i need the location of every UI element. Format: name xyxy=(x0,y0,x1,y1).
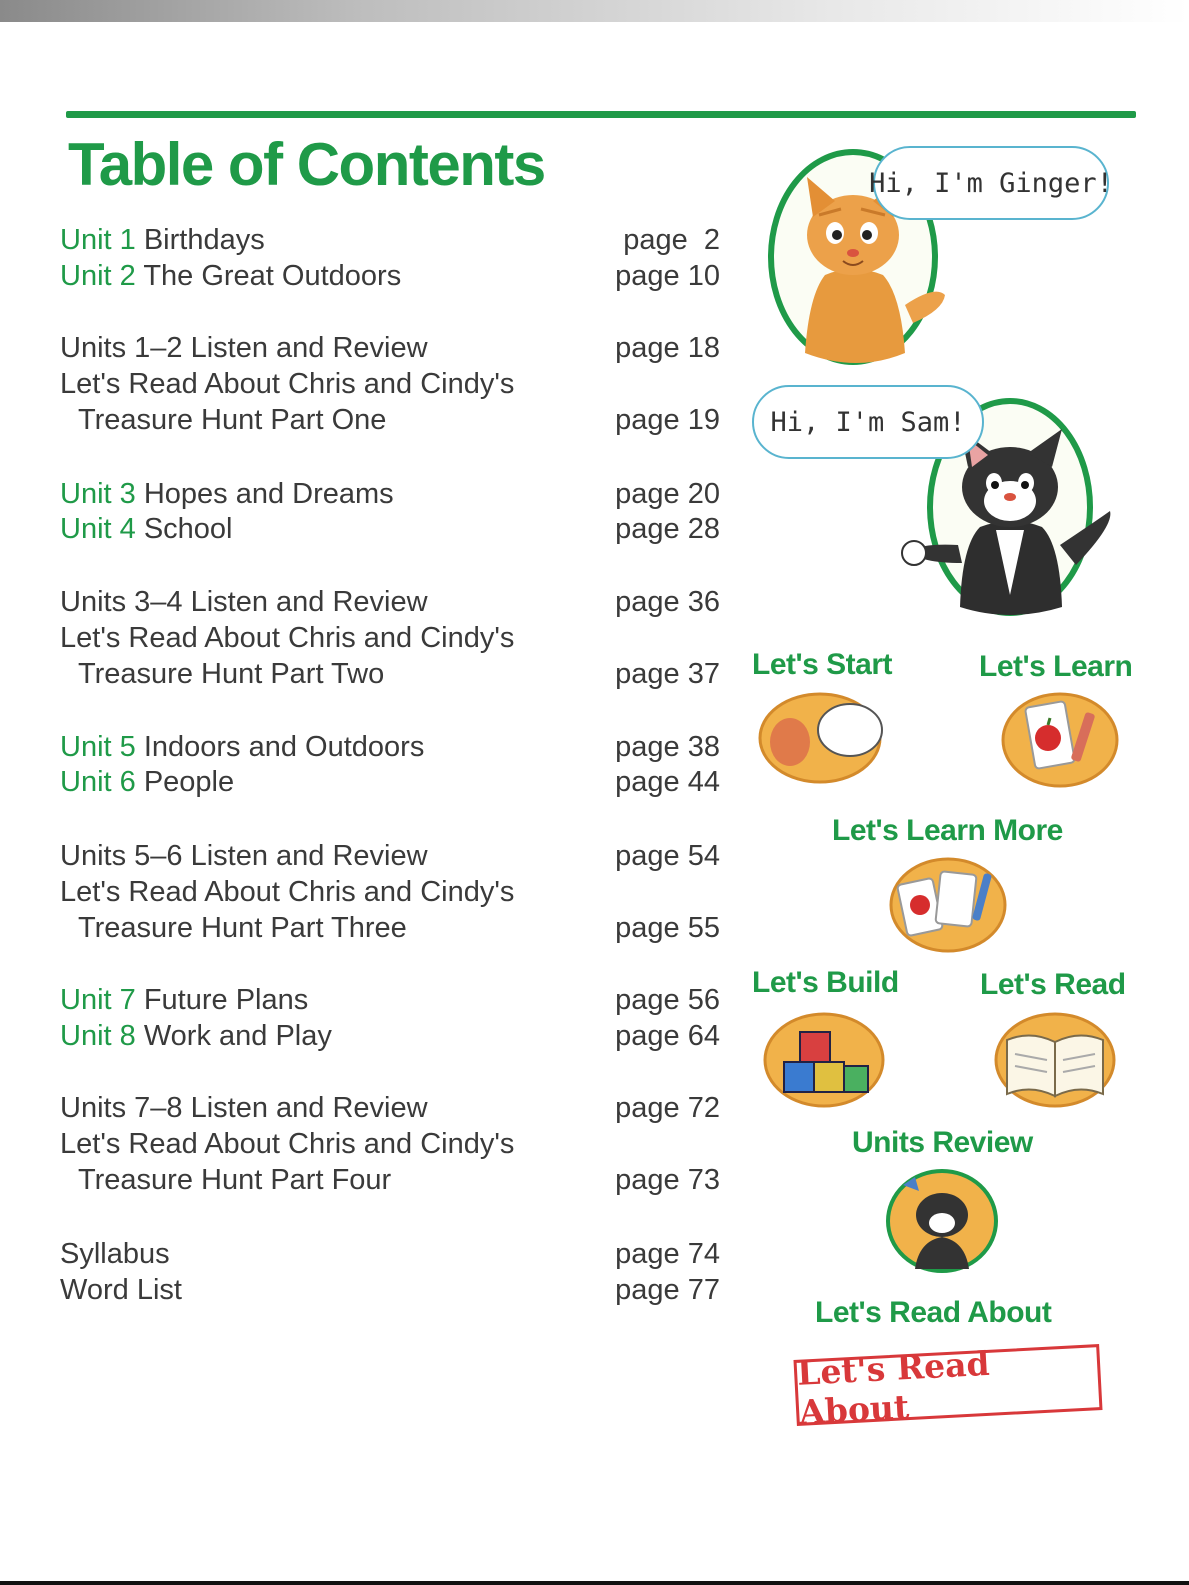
toc-entry xyxy=(60,402,720,438)
toc-text: Let's Read About Chris and Cindy's xyxy=(60,1128,515,1160)
toc-text: Word List xyxy=(60,1274,182,1306)
toc-text: Treasure Hunt Part Three xyxy=(78,912,407,944)
toc-text: Units 7–8 Listen and Review xyxy=(60,1092,428,1124)
toc-text: Work and Play xyxy=(143,1020,332,1052)
ginger-speech-bubble xyxy=(869,146,1113,220)
toc-entry-title xyxy=(60,258,401,294)
unit-label: Unit 1 xyxy=(60,224,136,256)
toc-text: Future Plans xyxy=(143,984,309,1016)
toc-text: Let's Read About Chris and Cindy's xyxy=(60,368,515,400)
lets-read-about-label: Let's Read About xyxy=(815,1296,1052,1329)
toc-entry xyxy=(60,1090,720,1126)
toc-entry xyxy=(60,838,720,874)
toc-entry-title xyxy=(60,1272,182,1308)
unit-label: Unit 3 xyxy=(60,478,136,510)
lets-learn-more-icon xyxy=(888,855,1008,955)
toc-page-number: page 37 xyxy=(615,658,720,690)
page-bottom-edge xyxy=(0,1581,1189,1585)
toc-entry-title xyxy=(60,874,514,910)
toc-entry xyxy=(60,874,720,910)
toc-text: People xyxy=(143,766,235,798)
toc-entry-title xyxy=(60,584,428,620)
toc-entry xyxy=(60,258,720,294)
toc-entry-title xyxy=(60,476,394,512)
lets-learn-label: Let's Learn xyxy=(979,650,1133,683)
lets-build-icon xyxy=(762,1010,887,1110)
toc-entry-title xyxy=(60,982,308,1018)
title-rule xyxy=(66,111,1136,118)
toc-page-number: page 64 xyxy=(615,1020,720,1052)
toc-page-number: page 73 xyxy=(615,1164,720,1196)
toc-entry xyxy=(60,729,720,765)
toc-entry-title xyxy=(60,1090,428,1126)
toc-entry-title xyxy=(60,729,424,765)
lets-learn-more-label: Let's Learn More xyxy=(832,814,1063,847)
toc-entry xyxy=(60,910,720,946)
toc-entry-title xyxy=(60,1162,391,1198)
unit-label: Unit 4 xyxy=(60,513,136,545)
toc-page-number: page 77 xyxy=(615,1274,720,1306)
toc-page-number: page 2 xyxy=(623,224,720,256)
lets-read-label: Let's Read xyxy=(980,968,1126,1001)
lets-read-icon xyxy=(993,1010,1118,1110)
toc-text: Birthdays xyxy=(143,224,265,256)
units-review-label: Units Review xyxy=(852,1126,1033,1159)
toc-text: Units 5–6 Listen and Review xyxy=(60,840,428,872)
toc-page-number: page 55 xyxy=(615,912,720,944)
toc-page-number: page 38 xyxy=(615,731,720,763)
toc-entry-title xyxy=(60,620,514,656)
sam-speech: Hi, I'm Sam! xyxy=(770,406,966,438)
toc-entry xyxy=(60,1236,720,1272)
toc-entry-title xyxy=(60,222,265,258)
page-title: Table of Contents xyxy=(68,131,545,198)
toc-text: Hopes and Dreams xyxy=(143,478,394,510)
toc-entry-title xyxy=(60,330,428,366)
toc-page-number: page 20 xyxy=(615,478,720,510)
toc-page-number: page 74 xyxy=(615,1238,720,1270)
toc-entry-title xyxy=(60,910,407,946)
toc-text: Treasure Hunt Part Four xyxy=(78,1164,392,1196)
toc-text: The Great Outdoors xyxy=(143,260,402,292)
toc-page-number: page 10 xyxy=(615,260,720,292)
toc-entry-title xyxy=(60,1126,514,1162)
toc-text: Units 1–2 Listen and Review xyxy=(60,332,428,364)
lets-read-about-logo: Let's Read About xyxy=(793,1344,1102,1426)
toc-text: Let's Read About Chris and Cindy's xyxy=(60,622,515,654)
toc-entry-title xyxy=(60,1236,170,1272)
unit-label: Unit 8 xyxy=(60,1020,136,1052)
toc-entry-title xyxy=(60,511,233,547)
lets-learn-icon xyxy=(1000,690,1120,790)
lets-start-icon xyxy=(758,690,888,785)
toc-entry xyxy=(60,366,720,402)
toc-entry xyxy=(60,222,720,258)
toc-text: Treasure Hunt Part One xyxy=(78,404,387,436)
toc-page-number: page 56 xyxy=(615,984,720,1016)
toc-page-number: page 36 xyxy=(615,586,720,618)
lets-start-label: Let's Start xyxy=(752,648,893,681)
toc-text: Units 3–4 Listen and Review xyxy=(60,586,428,618)
toc-entry xyxy=(60,1272,720,1308)
toc-entry xyxy=(60,511,720,547)
toc-entry-title xyxy=(60,764,234,800)
unit-label: Unit 7 xyxy=(60,984,136,1016)
toc-entry xyxy=(60,584,720,620)
toc-page-number: page 44 xyxy=(615,766,720,798)
toc-page-number: page 18 xyxy=(615,332,720,364)
toc-entry xyxy=(60,620,720,656)
toc-page-number: page 54 xyxy=(615,840,720,872)
toc-entry-title xyxy=(60,1018,332,1054)
toc-entry xyxy=(60,330,720,366)
toc-entry xyxy=(60,982,720,1018)
page-edge-shadow xyxy=(0,0,1189,22)
toc-entry-title xyxy=(60,656,384,692)
toc-entry xyxy=(60,476,720,512)
unit-label: Unit 5 xyxy=(60,731,136,763)
units-review-icon xyxy=(885,1165,1000,1275)
unit-label: Unit 2 xyxy=(60,260,136,292)
toc-text: Indoors and Outdoors xyxy=(143,731,425,763)
sam-speech-bubble xyxy=(752,385,984,459)
toc-entry-title xyxy=(60,838,428,874)
toc-entry xyxy=(60,1126,720,1162)
ginger-speech: Hi, I'm Ginger! xyxy=(869,167,1113,199)
toc-page-number: page 19 xyxy=(615,404,720,436)
lets-build-label: Let's Build xyxy=(752,966,899,999)
toc-entry xyxy=(60,1162,720,1198)
toc-entry xyxy=(60,764,720,800)
unit-label: Unit 6 xyxy=(60,766,136,798)
toc-entry-title xyxy=(60,366,514,402)
toc-entry xyxy=(60,1018,720,1054)
toc-text: School xyxy=(143,513,233,545)
toc-text: Treasure Hunt Part Two xyxy=(78,658,385,690)
toc-page-number: page 28 xyxy=(615,513,720,545)
toc-entry xyxy=(60,656,720,692)
toc-entry-title xyxy=(60,402,386,438)
toc-text: Syllabus xyxy=(60,1238,170,1270)
toc-page-number: page 72 xyxy=(615,1092,720,1124)
toc-text: Let's Read About Chris and Cindy's xyxy=(60,876,515,908)
